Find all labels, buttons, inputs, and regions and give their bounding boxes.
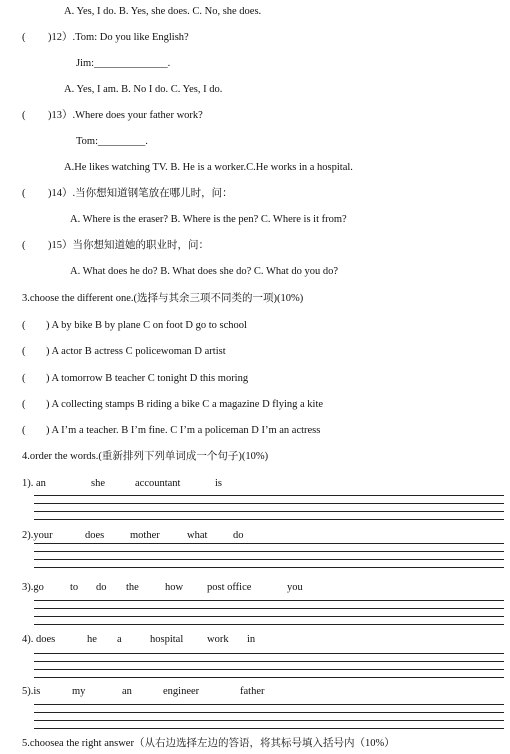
q12-options: A. Yes, I am. B. No I do. C. Yes, I do. bbox=[64, 84, 223, 95]
section3-heading: 3.choose the different one.(选择与其余三项不同类的一项)(10%) bbox=[22, 293, 304, 304]
writing-line bbox=[34, 728, 504, 729]
s4-word: do bbox=[96, 582, 107, 593]
writing-line bbox=[34, 600, 504, 601]
writing-line bbox=[34, 559, 504, 560]
s4-word: work bbox=[207, 634, 229, 645]
s3-item-text: ) A tomorrow B teacher C tonight D this moring bbox=[46, 373, 249, 384]
s4-word: hospital bbox=[150, 634, 184, 645]
writing-line bbox=[34, 608, 504, 609]
writing-line bbox=[34, 551, 504, 552]
q14-stem: )14）.当你想知道钢笔放在哪儿时，问： bbox=[48, 188, 233, 199]
s4-item-number: 1). an bbox=[22, 478, 46, 489]
s4-item-number: 5).is bbox=[22, 686, 41, 697]
writing-line bbox=[34, 661, 504, 662]
s4-word: what bbox=[187, 530, 208, 541]
s4-word: accountant bbox=[135, 478, 181, 489]
section4-heading: 4.order the words.(重新排列下列单词成一个句子)(10%) bbox=[22, 451, 269, 462]
writing-line bbox=[34, 495, 504, 496]
s4-item-number: 2).your bbox=[22, 530, 53, 541]
writing-line bbox=[34, 712, 504, 713]
s3-item-paren: ( bbox=[22, 399, 26, 410]
writing-line bbox=[34, 677, 504, 678]
s4-word: he bbox=[87, 634, 97, 645]
writing-line bbox=[34, 511, 504, 512]
s3-item-paren: ( bbox=[22, 425, 26, 436]
q15-stem: )15）当你想知道她的职业时，问： bbox=[48, 240, 209, 251]
q13-paren: ( bbox=[22, 110, 26, 121]
s4-word: to bbox=[70, 582, 79, 593]
q14-options: A. Where is the eraser? B. Where is the pen? C. Where is it from? bbox=[70, 214, 347, 225]
s4-word: mother bbox=[130, 530, 160, 541]
s3-item-text: ) A collecting stamps B riding a bike C a magazine D flying a kite bbox=[46, 399, 324, 410]
s4-word: does bbox=[85, 530, 105, 541]
s4-word: she bbox=[91, 478, 105, 489]
s3-item-text: ) A actor B actress C policewoman D artist bbox=[46, 346, 226, 357]
writing-line bbox=[34, 567, 504, 568]
q15-options: A. What does he do? B. What does she do? C. What do you do? bbox=[70, 266, 338, 277]
q12-answer-line: Jim:______________. bbox=[76, 58, 171, 69]
s3-item-text: ) A I’m a teacher. B I’m fine. C I’m a policeman D I’m an actress bbox=[46, 425, 321, 436]
writing-line bbox=[34, 519, 504, 520]
s3-item-paren: ( bbox=[22, 346, 26, 357]
s4-word: an bbox=[122, 686, 132, 697]
s4-word: engineer bbox=[163, 686, 200, 697]
s4-word: a bbox=[117, 634, 122, 645]
q11-options: A. Yes, I do. B. Yes, she does. C. No, she does. bbox=[64, 6, 262, 17]
q12-stem: )12）.Tom: Do you like English? bbox=[48, 32, 189, 43]
s3-item-paren: ( bbox=[22, 373, 26, 384]
q12-paren: ( bbox=[22, 32, 26, 43]
s4-word: you bbox=[287, 582, 303, 593]
writing-line bbox=[34, 616, 504, 617]
q14-paren: ( bbox=[22, 188, 26, 199]
s4-word: father bbox=[240, 686, 265, 697]
s3-item-paren: ( bbox=[22, 320, 26, 331]
writing-line bbox=[34, 653, 504, 654]
q13-answer-line: Tom:_________. bbox=[76, 136, 148, 147]
s4-word: is bbox=[215, 478, 223, 489]
writing-line bbox=[34, 669, 504, 670]
s4-word: my bbox=[72, 686, 86, 697]
writing-line bbox=[34, 543, 504, 544]
s4-word: how bbox=[165, 582, 184, 593]
s4-item-number: 4). does bbox=[22, 634, 56, 645]
s4-item-number: 3).go bbox=[22, 582, 44, 593]
q13-options: A.He likes watching TV. B. He is a worker.C.He works in a hospital. bbox=[64, 162, 353, 173]
q15-paren: ( bbox=[22, 240, 26, 251]
writing-line bbox=[34, 624, 504, 625]
writing-line bbox=[34, 503, 504, 504]
s4-word: in bbox=[247, 634, 256, 645]
section5-heading: 5.choosea the right answer（从右边选择左边的答语，将其标号填入括号内（10%） bbox=[22, 738, 395, 749]
s3-item-text: ) A by bike B by plane C on foot D go to school bbox=[46, 320, 247, 331]
writing-line bbox=[34, 704, 504, 705]
s4-word: post office bbox=[207, 582, 252, 593]
writing-line bbox=[34, 720, 504, 721]
q13-stem: )13）.Where does your father work? bbox=[48, 110, 203, 121]
s4-word: do bbox=[233, 530, 244, 541]
s4-word: the bbox=[126, 582, 139, 593]
